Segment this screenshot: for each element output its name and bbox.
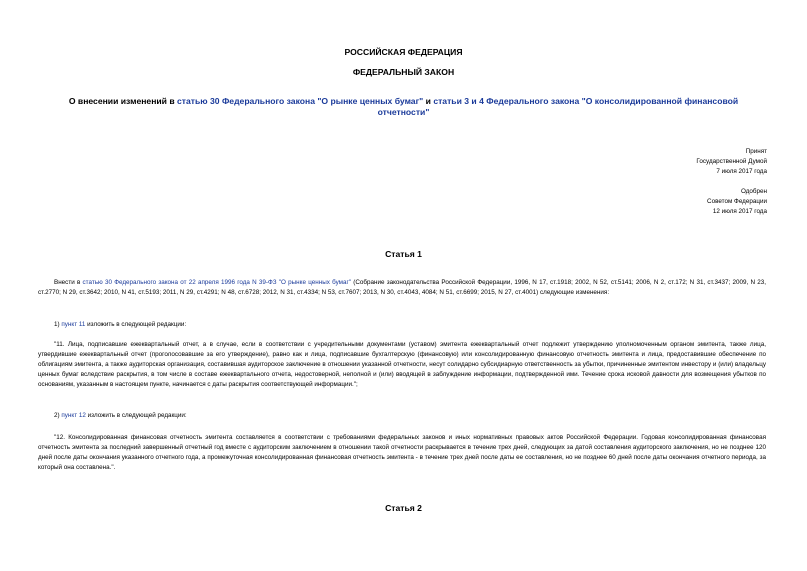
intro-link-law-39fz[interactable]: статью 30 Федерального закона от 22 апреля 1996 года N 39-ФЗ "О рынке ценных бумаг" (82, 279, 352, 286)
title-prefix: О внесении изменений в (68, 96, 178, 106)
list-item-1 (54, 320, 186, 330)
article-2-heading: Статья 2 (385, 503, 422, 513)
item-text: изложить в следующей редакции: (85, 321, 187, 328)
country-heading: РОССИЙСКАЯ ФЕДЕРАЦИЯ (344, 47, 463, 57)
approval-line: Советом Федерации (707, 198, 767, 205)
approval-line: Одобрен (740, 188, 767, 195)
item-number: 2) (54, 412, 62, 419)
title-link-articles-3-4[interactable]: статьи 3 и 4 Федерального закона "О консолидированной финансовой отчетности" (377, 96, 739, 117)
adoption-duma-block (696, 147, 767, 177)
item-number: 1) (54, 321, 62, 328)
title-middle: и (423, 96, 434, 106)
adoption-date: 7 июля 2017 года (716, 168, 767, 175)
intro-prefix: Внести в (54, 279, 83, 286)
document-type-heading: ФЕДЕРАЛЬНЫЙ ЗАКОН (352, 67, 455, 77)
title-link-article-30[interactable]: статью 30 Федерального закона "О рынке ценных бумаг" (177, 96, 424, 106)
article-1-intro (38, 278, 766, 298)
item-link-point-11[interactable]: пункт 11 (61, 321, 86, 328)
approval-date: 12 июля 2017 года (712, 208, 767, 215)
item-text: изложить в следующей редакции: (85, 412, 187, 419)
adoption-line: Государственной Думой (696, 158, 767, 165)
quote-point-12: "12. Консолидированная финансовая отчетность эмитента составляется в соответствии с требованиями федеральных законов и иных нормативных правовых актов Российской Федерации. Годовая консолидированная финансовая отчетность эмитента за последний завершенный отчетный год вместе с аудиторским заключением в отношении такой отчетности раскрывается в течение трех дней, следующих за датой составления аудиторского заключения, но не позднее 120 дней после даты окончания указанного отчетного года, а промежуточная консолидированная финансовая отчетность эмитента - в течение трех дней после даты ее составления, но не позднее 60 дней после даты окончания отчетного периода, за который она составлена.". (38, 434, 766, 471)
approval-federation-council-block (707, 187, 767, 217)
quote-point-11: "11. Лица, подписавшие ежеквартальный отчет, а в случае, если в соответствии с учредительными документами (уставом) эмитента ежеквартальный отчет подлежит утверждению уполномоченным органом эмитента, также лица, утвердившие ежеквартальный отчет (проголосовавшие за его утверждение), равно как и лица, подписавшие бухгалтерскую (финансовую) или консолидированную финансовую отчетность эмитента и лица, предоставившие обеспечение по облигациям эмитента, а также аудиторская организация, составившая аудиторское заключение в отношении указанной отчетности, несут солидарно субсидиарную ответственность за убытки, причиненные эмитентом инвестору и (или) владельцу ценных бумаг вследствие раскрытия, в том числе в составе ежеквартального отчета, недостоверной, неполной и (или) вводящей в заблуждение информации, подтвержденной ими. Течение срока исковой давности для возмещения убытков по основаниям, указанным в настоящем пункте, начинается с даты раскрытия соответствующей информации."; (38, 341, 766, 388)
item-link-point-12[interactable]: пункт 12 (61, 412, 86, 419)
adoption-line: Принят (745, 148, 767, 155)
list-item-2 (54, 411, 187, 421)
law-title (50, 96, 757, 118)
article-1-heading: Статья 1 (385, 249, 422, 259)
intro-rest: (Собрание законодательства Российской Федерации, 1996, N 17, ст.1918; 2002, N 52, ст.5141; 2006, N 2, ст.172; N 31, ст.3437; 2009, N 23, ст.2770; N 29, ст.3642; 2010, N 41, ст.5193; 2011, N 29, ст.4291; N 48, ст.6728; 2012, N 31, ст.4334; N 53, ст.7607; 2013, N 30, ст.4043, 4084; N 51, ст.6699; 2015, N 27, ст.4001) следующие изменения: (38, 279, 766, 296)
